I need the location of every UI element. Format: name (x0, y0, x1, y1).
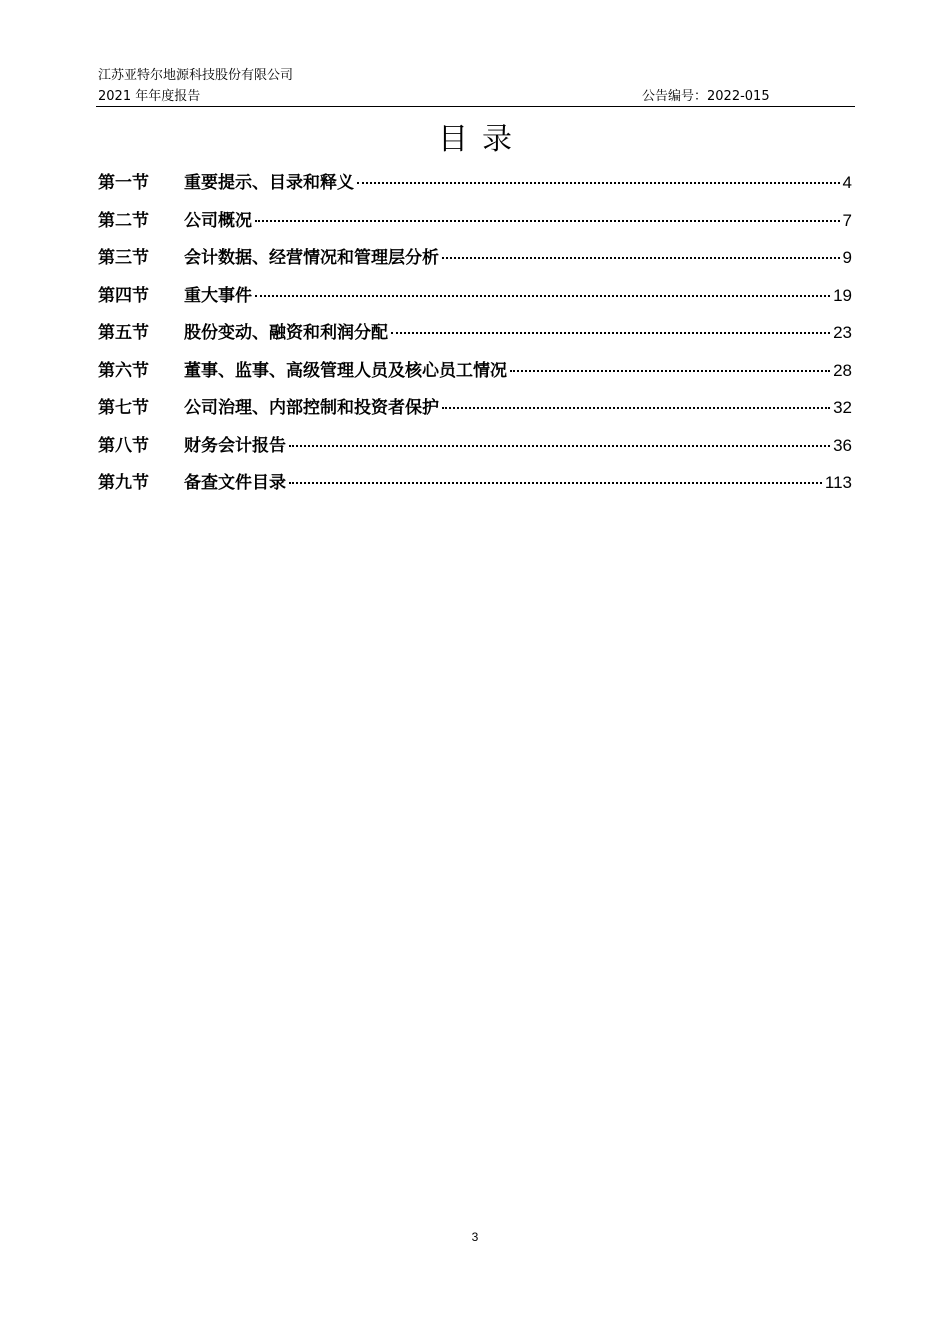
toc-dot-leader (442, 257, 840, 259)
toc-entry[interactable] (98, 431, 852, 469)
toc-entry-title: 会计数据、经营情况和管理层分析 (184, 248, 439, 268)
header-report-title: 2021 年年度报告 (98, 89, 201, 104)
table-of-contents (98, 168, 852, 506)
header-notice-number: 公告编号：2022-015 (642, 89, 770, 104)
toc-entry-title: 财务会计报告 (184, 435, 286, 456)
toc-entry[interactable] (98, 168, 852, 206)
toc-page-number: 4 (842, 173, 852, 192)
footer-page-number: 3 (471, 1230, 479, 1244)
toc-section-label: 第三节 (98, 248, 149, 268)
toc-page-number: 32 (833, 398, 852, 417)
toc-dot-leader (442, 407, 830, 409)
toc-page-number: 7 (842, 210, 852, 230)
page-title: 目录 (438, 122, 526, 157)
toc-section-label: 第二节 (98, 210, 149, 231)
toc-entry[interactable] (98, 356, 852, 394)
toc-entry[interactable] (98, 206, 852, 244)
toc-dot-leader (391, 332, 830, 334)
toc-entry[interactable] (98, 281, 852, 319)
toc-entry-title: 公司治理、内部控制和投资者保护 (184, 398, 439, 418)
toc-entry-title: 公司概况 (184, 210, 252, 231)
toc-section-label: 第九节 (98, 473, 149, 493)
toc-section-label: 第一节 (98, 173, 149, 193)
toc-entry-title: 董事、监事、高级管理人员及核心员工情况 (184, 360, 507, 381)
toc-entry[interactable] (98, 243, 852, 281)
toc-dot-leader (289, 445, 830, 447)
toc-dot-leader (255, 295, 830, 297)
toc-page-number: 19 (833, 285, 852, 305)
toc-section-label: 第五节 (98, 323, 149, 343)
toc-entry-title: 重大事件 (184, 285, 252, 306)
toc-entry[interactable] (98, 318, 852, 356)
toc-entry[interactable] (98, 468, 852, 506)
toc-dot-leader (510, 370, 830, 372)
toc-page-number: 9 (842, 248, 852, 267)
toc-entry[interactable] (98, 393, 852, 431)
header-company-name: 江苏亚特尔地源科技股份有限公司 (98, 68, 294, 83)
toc-page-number: 28 (833, 360, 852, 380)
toc-dot-leader (289, 482, 822, 484)
toc-section-label: 第七节 (98, 398, 149, 418)
toc-entry-title: 重要提示、目录和释义 (184, 173, 354, 193)
toc-page-number: 36 (833, 435, 852, 455)
toc-dot-leader (357, 182, 840, 184)
toc-page-number: 23 (833, 323, 852, 342)
toc-section-label: 第八节 (98, 435, 149, 456)
toc-entry-title: 股份变动、融资和利润分配 (184, 323, 388, 343)
header-divider (96, 106, 855, 107)
toc-section-label: 第四节 (98, 285, 149, 306)
toc-entry-title: 备查文件目录 (184, 473, 286, 493)
toc-page-number: 113 (824, 473, 852, 492)
toc-dot-leader (255, 220, 840, 222)
toc-section-label: 第六节 (98, 360, 149, 381)
